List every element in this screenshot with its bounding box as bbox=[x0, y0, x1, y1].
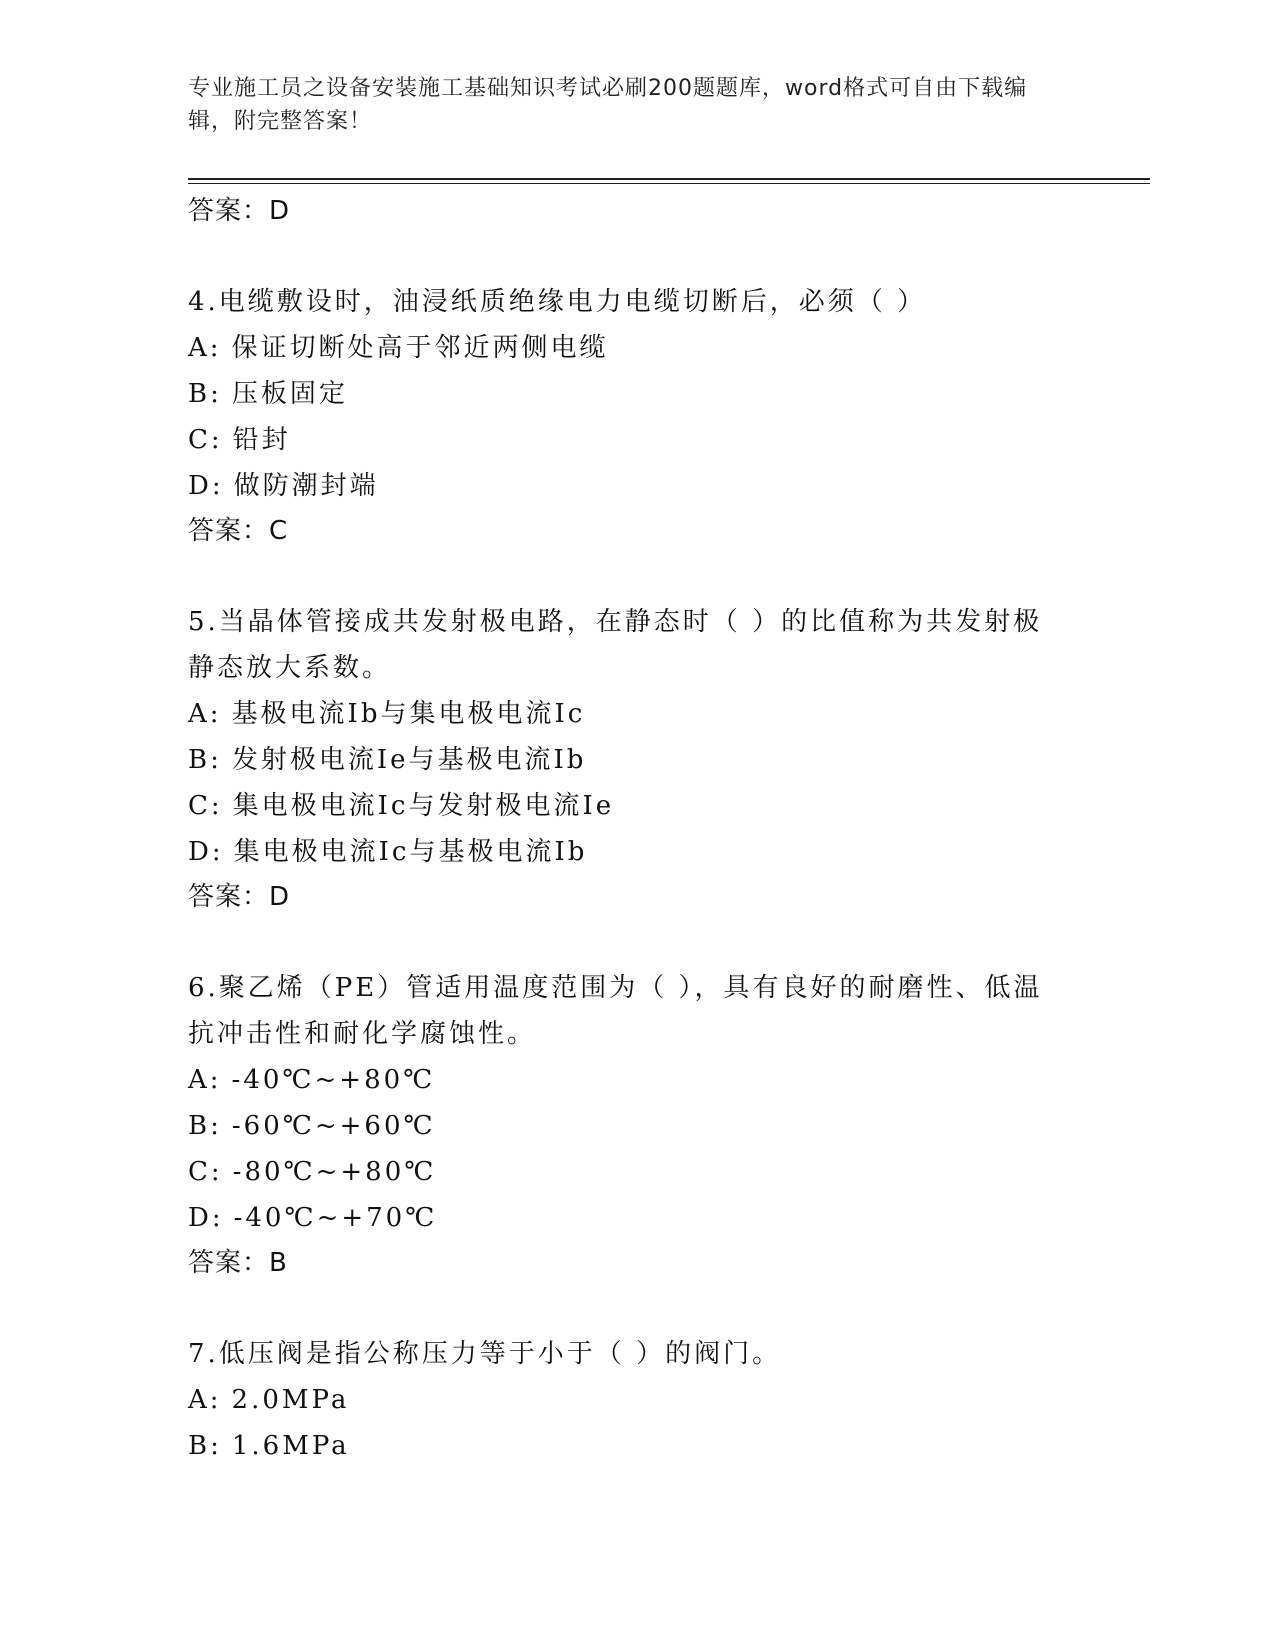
option-text: -40℃~+80℃ bbox=[231, 1065, 436, 1095]
answer-label: 答案： bbox=[188, 516, 270, 546]
option-text: 1.6MPa bbox=[231, 1431, 350, 1461]
answer-value: B bbox=[269, 1248, 288, 1278]
header-divider-thick bbox=[188, 178, 1150, 180]
answer-option bbox=[188, 417, 1088, 463]
question-text: 4.电缆敷设时，油浸纸质绝缘电力电缆切断后，必须（ ） bbox=[188, 287, 927, 317]
option-text: 集电极电流Ic与发射极电流Ie bbox=[232, 791, 615, 821]
answer-label: 答案： bbox=[188, 1248, 270, 1278]
option-letter: B: bbox=[188, 379, 222, 409]
answer-option bbox=[188, 1377, 1088, 1423]
option-text: 发射极电流Ie与基极电流Ib bbox=[231, 745, 587, 775]
option-text: -60℃~+60℃ bbox=[231, 1111, 436, 1141]
option-text: 压板固定 bbox=[231, 379, 348, 409]
header-divider-thin bbox=[188, 183, 1150, 184]
answer-line bbox=[188, 189, 1088, 233]
answer-option bbox=[188, 1423, 1088, 1469]
document-header: 专业施工员之设备安装施工基础知识考试必刷200题题库，word格式可自由下载编辑，附完整答案！ bbox=[188, 76, 1028, 134]
spacer bbox=[188, 553, 1088, 599]
answer-value: D bbox=[269, 196, 291, 226]
spacer bbox=[188, 1285, 1088, 1331]
answer-option bbox=[188, 783, 1088, 829]
question-text: 7.低压阀是指公称压力等于小于（ ）的阀门。 bbox=[188, 1339, 782, 1369]
answer-option bbox=[188, 829, 1088, 875]
option-letter: C: bbox=[188, 425, 223, 455]
option-letter: B: bbox=[188, 1111, 222, 1141]
option-letter: D: bbox=[188, 471, 224, 501]
answer-value: C bbox=[269, 516, 289, 546]
option-text: -80℃~+80℃ bbox=[232, 1157, 437, 1187]
spacer bbox=[188, 919, 1088, 965]
answer-value: D bbox=[269, 882, 291, 912]
answer-option bbox=[188, 691, 1088, 737]
answer-option bbox=[188, 325, 1088, 371]
option-letter: B: bbox=[188, 1431, 222, 1461]
spacer bbox=[188, 233, 1088, 279]
option-letter: C: bbox=[188, 791, 223, 821]
answer-option bbox=[188, 1149, 1088, 1195]
answer-option bbox=[188, 737, 1088, 783]
answer-option bbox=[188, 1057, 1088, 1103]
option-text: 铅封 bbox=[232, 425, 291, 455]
option-letter: D: bbox=[188, 1203, 224, 1233]
answer-option bbox=[188, 463, 1088, 509]
option-text: 基极电流Ib与集电极电流Ic bbox=[231, 699, 586, 729]
question-text: 5.当晶体管接成共发射极电路，在静态时（ ）的比值称为共发射极静态放大系数。 bbox=[188, 607, 1043, 683]
option-text: -40℃~+70℃ bbox=[233, 1203, 438, 1233]
answer-label: 答案： bbox=[188, 196, 270, 226]
answer-line bbox=[188, 875, 1088, 919]
option-text: 做防潮封端 bbox=[233, 471, 379, 501]
answer-option bbox=[188, 371, 1088, 417]
answer-line bbox=[188, 1241, 1088, 1285]
option-letter: C: bbox=[188, 1157, 223, 1187]
option-text: 集电极电流Ic与基极电流Ib bbox=[233, 837, 588, 867]
question-list bbox=[188, 189, 1088, 1469]
answer-option bbox=[188, 1195, 1088, 1241]
option-letter: A: bbox=[188, 333, 222, 363]
option-letter: A: bbox=[188, 1385, 222, 1415]
answer-line bbox=[188, 509, 1088, 553]
option-letter: A: bbox=[188, 699, 222, 729]
option-letter: B: bbox=[188, 745, 222, 775]
option-letter: D: bbox=[188, 837, 224, 867]
answer-label: 答案： bbox=[188, 882, 270, 912]
option-letter: A: bbox=[188, 1065, 222, 1095]
option-text: 2.0MPa bbox=[231, 1385, 350, 1415]
question-text: 6.聚乙烯（PE）管适用温度范围为（ ），具有良好的耐磨性、低温抗冲击性和耐化学腐蚀性。 bbox=[188, 973, 1043, 1049]
option-text: 保证切断处高于邻近两侧电缆 bbox=[231, 333, 609, 363]
answer-option bbox=[188, 1103, 1088, 1149]
